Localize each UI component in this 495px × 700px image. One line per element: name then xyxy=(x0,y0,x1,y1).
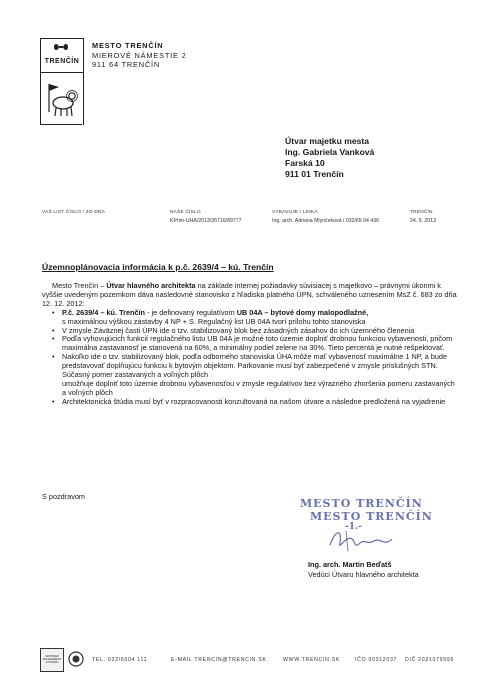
certification-text: CERTIFIED MANAGEMENT SYSTEMS xyxy=(42,655,62,664)
bullet-item-2: • V zmysle Záväznej časti ÚPN ide o tzv. stabilizovaný blok bez zásadných zásahov do ich územného členenia xyxy=(52,327,457,336)
footer-ico: IČO 00312037 xyxy=(355,657,398,663)
recipient-line-2: Ing. Gabriela Vanková xyxy=(285,147,375,157)
city-emblem-icon xyxy=(40,40,82,59)
our-number-value: KPrim-UHA/2013/35716/89777 xyxy=(170,218,242,224)
handwritten-signature xyxy=(326,525,406,560)
closing-greeting: S pozdravom xyxy=(42,492,85,501)
stamp-line-1: MESTO TRENČÍN xyxy=(300,497,423,510)
letter-subject: Územnoplánovacia informácia k p.č. 2639/4 – kú. Trenčín xyxy=(42,262,274,272)
bullet-item-3: • Podľa vyhovujúcich funkcií regulačného listu UB 04A je možné toto územie doplniť drobnou funkciou vybavenosti, pričom maximálna zastavanosť je stanovená na 60%, a minimálny podiel zelene na 30%. Tieto percentá je nutné rešpektovať. xyxy=(52,335,457,353)
place-label: TRENČÍN xyxy=(410,210,433,215)
footer-dic: DIČ 2021079995 xyxy=(405,657,455,663)
letter-body xyxy=(42,282,457,407)
intro-dept: Útvar hlavného architekta xyxy=(106,281,196,290)
intro-part-2: na základe internej požiadavky súvisiacej s majetkovo – právnymi úkonmi k vyššie uvedeným pozemkom dáva nasledovné stanovisko z hľadiska platného ÚPN, schváleného uznesením MsZ č. 683 zo dňa 12. 12. 2012: xyxy=(42,281,457,308)
footer-web: WWW.TRENCIN.SK xyxy=(283,657,341,663)
sender-name: MESTO TRENČÍN xyxy=(92,41,164,50)
recipient-line-3: Farská 10 xyxy=(285,158,325,168)
bullet-1-detail: s maximálnou výškou zástavby 4 NP + S. Regulačný list UB 04A tvorí prílohu tohto stanoviska xyxy=(62,316,366,326)
handled-by-label: VYBAVUJE / LINKA xyxy=(272,210,318,215)
stamp-line-2: MESTO TRENČÍN xyxy=(310,510,433,523)
parcel-number: P.č. 2639/4 – kú. Trenčín xyxy=(62,307,146,317)
bullet-4-continuation: umožňuje doplniť toto územie drobnou vybavenosťou v zmysle regulatívov bez výrazného zhoršenia pomeru zastavaných a voľných plôch xyxy=(62,378,455,397)
footer-email: E-MAIL TRENCIN@TRENCIN.SK xyxy=(171,657,267,663)
signatory-name: Ing. arch. Martin Beďatš xyxy=(308,560,392,569)
stamp-date: -1.- xyxy=(345,522,362,532)
our-number-label: NAŠE ČÍSLO xyxy=(170,210,201,215)
intro-paragraph xyxy=(42,282,457,309)
handled-by-value: Ing. arch. Adriana Mlynčeková / 032/65 04 436 xyxy=(272,218,379,224)
bureau-veritas-logo-icon xyxy=(68,651,84,672)
logo-divider xyxy=(40,72,84,73)
lamb-emblem-icon xyxy=(43,76,81,125)
sender-street: MIEROVÉ NÁMESTIE 2 xyxy=(92,50,187,60)
sender-city: 911 64 TRENČÍN xyxy=(92,60,161,69)
footer-phone: TEL. 032/6504 111 xyxy=(92,657,148,663)
letter-date: 24. 9. 2013 xyxy=(410,218,436,224)
your-letter-label: VAŠ LIST ČÍSLO / ZO DŇA xyxy=(42,210,106,215)
regulation-name: UB 04A – bytové domy malopodlažné, xyxy=(236,307,369,317)
logo-wordmark: TRENČÍN xyxy=(44,58,80,65)
intro-part-1: Mesto Trenčín – xyxy=(52,281,107,290)
recipient-address xyxy=(285,136,374,180)
recipient-line-4: 911 01 Trenčín xyxy=(285,169,344,179)
recipient-line-1: Útvar majetku mesta xyxy=(285,136,370,146)
bullet-item-5: • Architektonická štúdia musí byť v rozpracovanosti konzultovaná na našom útvare a následne predložená na vyjadrenie xyxy=(52,398,457,407)
sender-address xyxy=(92,41,186,70)
bullet-item-1 xyxy=(52,309,457,327)
bullet-4-text: • Nakoľko ide o tzv. stabilizovaný blok, podľa odborného stanoviska ÚHA môže mať vybavenosť maximálne 1 NP, a bude predstavovať doplňujúcu funkciu k bytovým objektom. Parkovanie musí byť zabezpečené v zmysle príslušných STN. Súčasný pomer zastavaných a voľných plôch xyxy=(62,352,448,380)
certification-badge xyxy=(40,648,64,672)
bullet-item-4 xyxy=(52,353,457,398)
bullet-1-text: - je definovaný regulatívom xyxy=(145,307,237,317)
signatory-role: Vedúci Útvaru hlavného architekta xyxy=(308,570,419,579)
